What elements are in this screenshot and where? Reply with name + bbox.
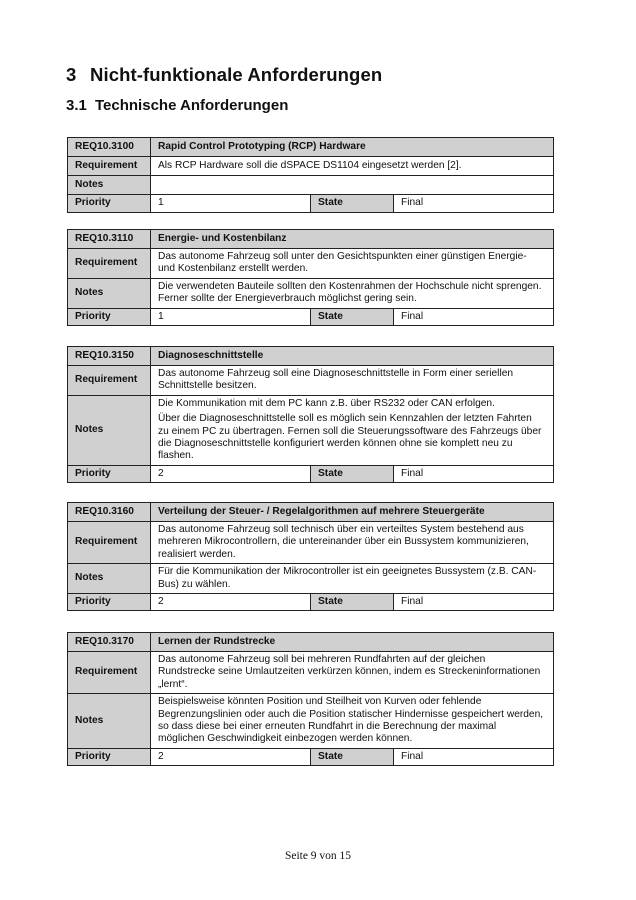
requirement-table-req10-3160 <box>67 502 554 611</box>
state-label: State <box>311 748 394 765</box>
priority-value: 1 <box>151 195 311 213</box>
requirement-title: Lernen der Rundstrecke <box>151 633 554 652</box>
notes-label: Notes <box>68 564 151 594</box>
requirement-table-req10-3100 <box>67 137 554 213</box>
priority-label: Priority <box>68 748 151 765</box>
table-header-row <box>68 633 554 652</box>
requirement-title: Rapid Control Prototyping (RCP) Hardware <box>151 138 554 157</box>
requirement-row <box>68 652 554 694</box>
priority-row <box>68 195 554 213</box>
table-header-row <box>68 230 554 249</box>
state-value: Final <box>394 195 554 213</box>
state-value: Final <box>394 748 554 765</box>
priority-label: Priority <box>68 465 151 482</box>
requirement-table-req10-3110 <box>67 229 554 326</box>
notes-paragraph: Beispielsweise könnten Position und Steilheit von Kurven oder fehlende Begrenzungslinien oder auch die Position statischer Hindernisse gespeichert werden, so dass diese bei einer erneuten Rundfahrt in die Berechnung der maximal möglichen Geschwindigkeit einbezogen werden können. <box>158 696 544 745</box>
priority-label: Priority <box>68 195 151 213</box>
notes-row <box>68 694 554 749</box>
requirement-row <box>68 249 554 279</box>
requirement-table-req10-3150 <box>67 346 554 483</box>
requirement-id: REQ10.3100 <box>68 138 151 157</box>
priority-value: 2 <box>151 465 311 482</box>
priority-value: 2 <box>151 748 311 765</box>
requirement-id: REQ10.3160 <box>68 503 151 522</box>
section-number: 3.1 <box>66 97 87 114</box>
priority-row <box>68 748 554 765</box>
notes-label: Notes <box>68 176 151 195</box>
table-header-row <box>68 503 554 522</box>
chapter-title: Nicht-funktionale Anforderungen <box>90 64 383 85</box>
state-label: State <box>311 465 394 482</box>
notes-row <box>68 564 554 594</box>
requirement-title: Energie- und Kostenbilanz <box>151 230 554 249</box>
notes-paragraph: Die Kommunikation mit dem PC kann z.B. über RS232 oder CAN erfolgen. <box>158 397 495 409</box>
state-label: State <box>311 594 394 611</box>
requirement-title: Diagnoseschnittstelle <box>151 347 554 366</box>
notes-text <box>151 564 554 594</box>
requirement-id: REQ10.3110 <box>68 230 151 249</box>
state-value: Final <box>394 308 554 325</box>
requirement-title: Verteilung der Steuer- / Regelalgorithmen auf mehrere Steuergeräte <box>151 503 554 522</box>
requirement-text: Das autonome Fahrzeug soll bei mehreren Rundfahrten auf der gleichen Rundstrecke seine Umlautzeiten verkürzen können, indem es Streckeninformationen „lernt“. <box>151 652 554 694</box>
chapter-number: 3 <box>66 64 77 85</box>
state-value: Final <box>394 594 554 611</box>
priority-label: Priority <box>68 594 151 611</box>
priority-value: 1 <box>151 308 311 325</box>
state-value: Final <box>394 465 554 482</box>
priority-label: Priority <box>68 308 151 325</box>
priority-row <box>68 465 554 482</box>
section-title: Technische Anforderungen <box>95 97 289 114</box>
state-label: State <box>311 195 394 213</box>
notes-text <box>151 176 554 195</box>
table-header-row <box>68 347 554 366</box>
requirement-label: Requirement <box>68 522 151 564</box>
state-label: State <box>311 308 394 325</box>
requirement-row <box>68 522 554 564</box>
priority-value: 2 <box>151 594 311 611</box>
requirement-text: Als RCP Hardware soll die dSPACE DS1104 eingesetzt werden [2]. <box>151 157 554 176</box>
requirement-label: Requirement <box>68 157 151 176</box>
notes-paragraph: Für die Kommunikation der Mikrocontroller ist ein geeignetes Bussystem (z.B. CAN-Bus) zu wählen. <box>158 566 537 590</box>
notes-label: Notes <box>68 395 151 465</box>
priority-row <box>68 594 554 611</box>
priority-row <box>68 308 554 325</box>
notes-label: Notes <box>68 694 151 749</box>
requirement-text: Das autonome Fahrzeug soll technisch über ein verteiltes System bestehend aus mehreren Mikrocontrollern, die untereinander über ein Bussystem kommunizieren, realisiert werden. <box>151 522 554 564</box>
requirement-label: Requirement <box>68 249 151 279</box>
requirement-id: REQ10.3170 <box>68 633 151 652</box>
requirement-row <box>68 157 554 176</box>
notes-text <box>151 395 554 465</box>
notes-row <box>68 278 554 308</box>
section-heading <box>66 97 288 114</box>
notes-row <box>68 395 554 465</box>
notes-text <box>151 694 554 749</box>
requirement-label: Requirement <box>68 366 151 396</box>
notes-text <box>151 278 554 308</box>
requirement-id: REQ10.3150 <box>68 347 151 366</box>
requirement-text: Das autonome Fahrzeug soll unter den Gesichtspunkten einer günstigen Energie- und Kostenbilanz erstellt werden. <box>151 249 554 279</box>
requirement-label: Requirement <box>68 652 151 694</box>
page-footer: Seite 9 von 15 <box>284 850 352 862</box>
table-header-row <box>68 138 554 157</box>
notes-paragraph: Über die Diagnoseschnittstelle soll es möglich sein Kennzahlen der letzten Fahrten zu einem PC zu übertragen. Fernen soll die Steuerungssoftware des Fahrzeugs über die Diagnoseschnittstelle konfiguriert werden können ohne sie komplett neu zu flashen. <box>158 413 542 462</box>
notes-row <box>68 176 554 195</box>
notes-label: Notes <box>68 278 151 308</box>
chapter-heading <box>66 64 382 86</box>
requirement-row <box>68 366 554 396</box>
requirement-table-req10-3170 <box>67 632 554 766</box>
requirement-text: Das autonome Fahrzeug soll eine Diagnoseschnittstelle in Form einer seriellen Schnittstelle besitzen. <box>151 366 554 396</box>
notes-paragraph: Die verwendeten Bauteile sollten den Kostenrahmen der Hochschule nicht sprengen. Ferner sollte der Energieverbrauch möglichst gering sein. <box>158 280 542 305</box>
